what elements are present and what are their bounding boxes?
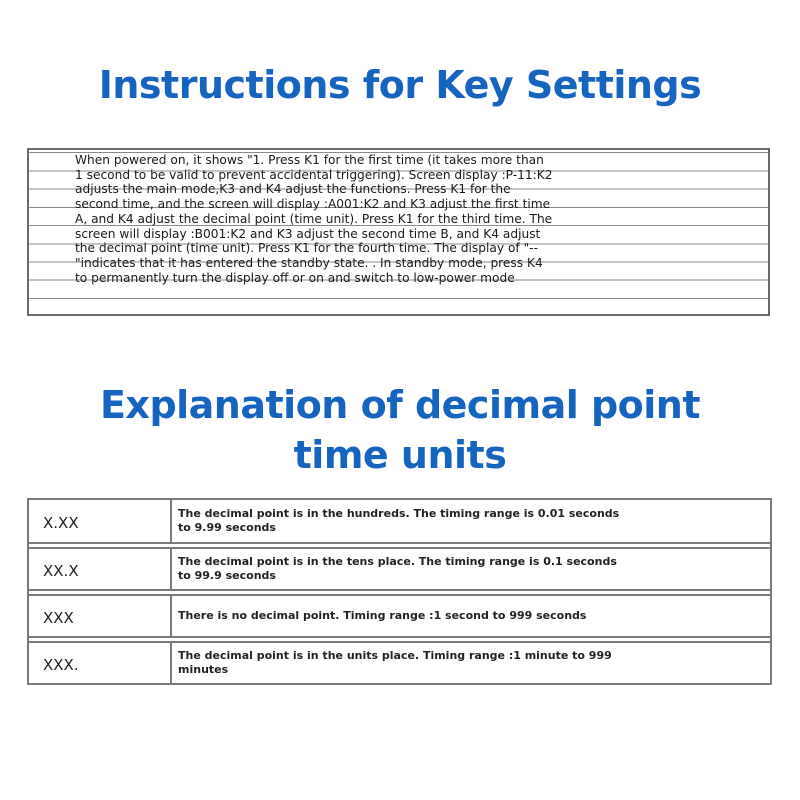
time-unit-description: There is no decimal point. Timing range :1 second to 999 seconds: [178, 609, 587, 622]
decimal-point-heading: [0, 380, 800, 480]
time-unit-code: XXX.: [29, 643, 172, 683]
decimal-point-heading-line1: Explanation of decimal point: [99, 383, 701, 427]
table-row: [27, 547, 772, 591]
time-unit-description: The decimal point is in the units place. Timing range :1 minute to 999 minutes: [178, 649, 612, 676]
time-unit-code: XXX: [29, 596, 172, 636]
table-row: [27, 641, 772, 685]
time-unit-description: The decimal point is in the tens place. The timing range is 0.1 seconds to 99.9 seconds: [178, 555, 617, 582]
time-unit-code: XX.X: [29, 549, 172, 589]
instructions-text: When powered on, it shows "1. Press K1 for the first time (it takes more than 1 second to be valid to prevent accidental triggering). Screen display :P-11:K2 adjusts the main mode,K3 and K4 adjust the functions. Press K1 for the second time, and the screen will display :A001:K2 and K3 adjust the first time A, and K4 adjust the decimal point (time unit). Press K1 for the third time. The screen will display :B001:K2 and K3 adjust the second time B, and K4 adjust the decimal point (time unit). Press K1 for the fourth time. The display of "-- "indicates that it has entered the standby state. . In standby mode, press K4 to permanently turn the display off or on and switch to low-power mode: [75, 153, 553, 285]
time-unit-code: X.XX: [29, 500, 172, 542]
table-row: [27, 594, 772, 638]
instructions-box: [27, 148, 770, 316]
time-unit-description: The decimal point is in the hundreds. The timing range is 0.01 seconds to 9.99 seconds: [178, 507, 620, 534]
table-row: [27, 500, 772, 544]
decimal-point-heading-line2: time units: [293, 433, 507, 477]
decimal-point-table: [27, 498, 772, 685]
key-settings-heading: Instructions for Key Settings: [98, 63, 702, 107]
